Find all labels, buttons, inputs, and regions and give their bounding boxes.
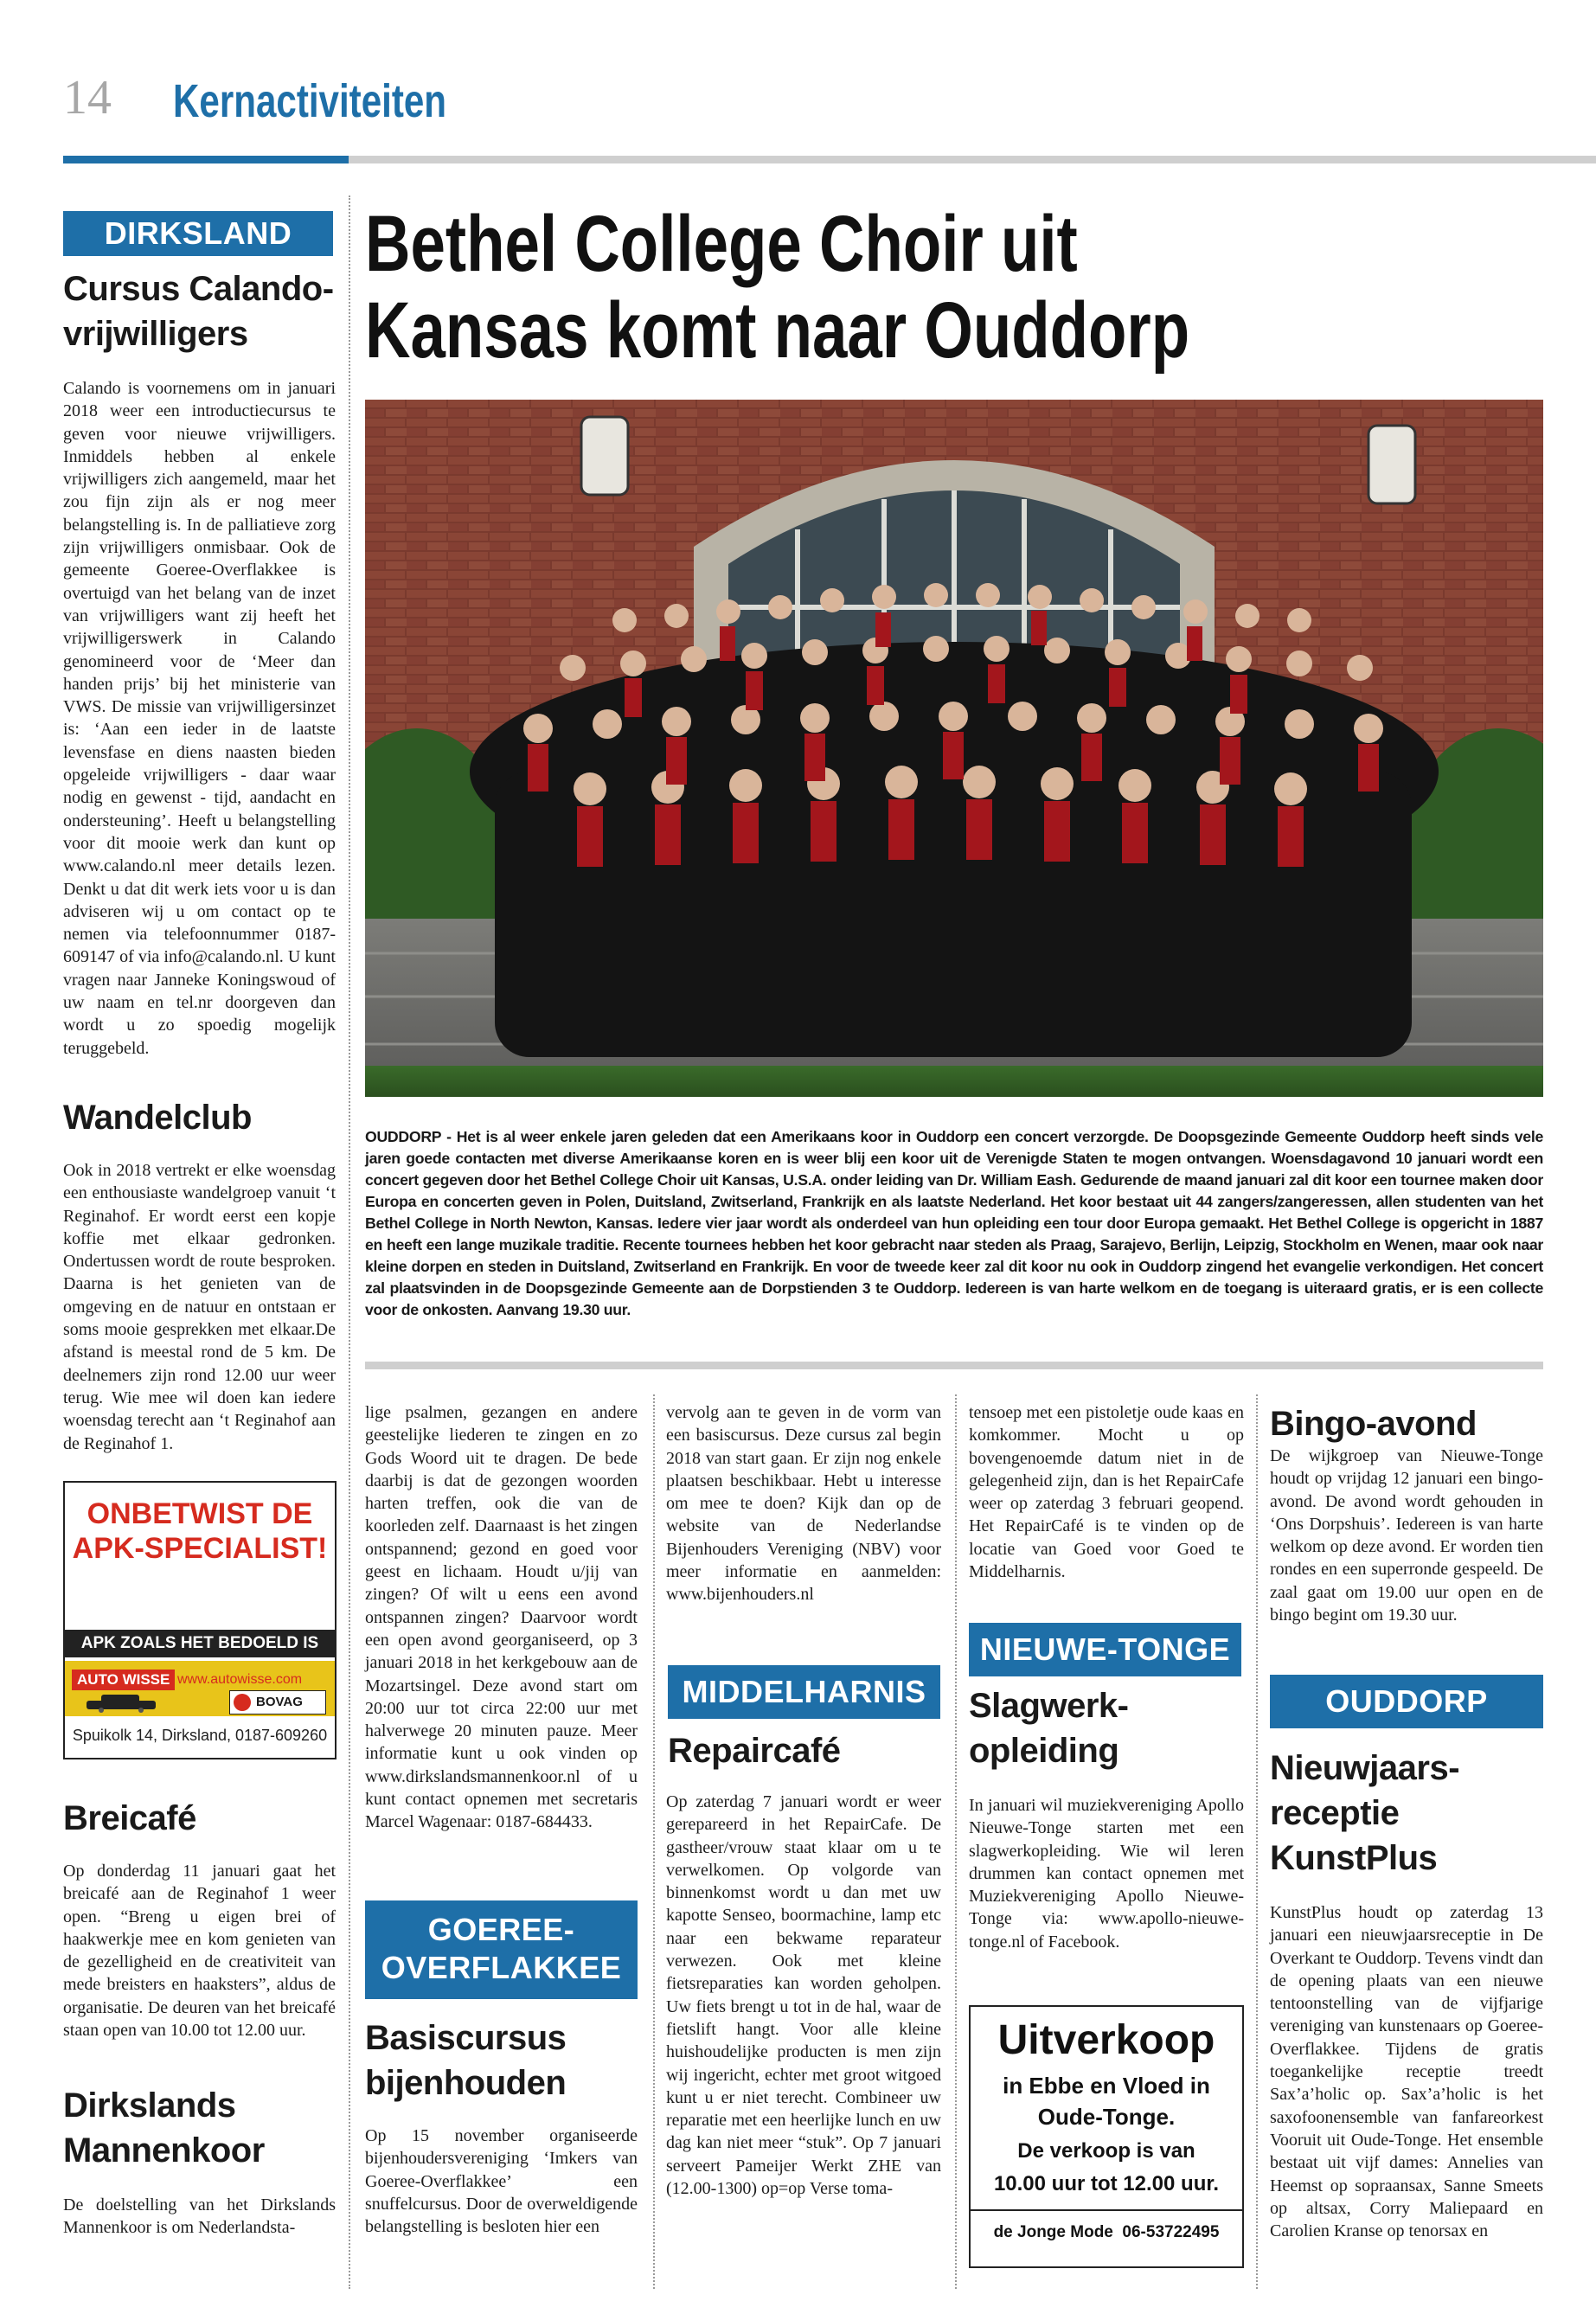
ad-uitverkoop-divider [971,2209,1242,2211]
article-body-bijenhouden: Op 15 november organiseerde bijenhoudersvereniging ‘Imkers van Goeree-Overflakkee’ een snuffelcursus. Door de overweldigende belangstelling is besloten hier een [365,2126,638,2237]
article-body-repaircafe-cont: tensoep met een pistoletje oude kaas en komkommer. Mocht u op bovengenoemde datum niet in de gelegenheid zijn, dan is het RepairCafe weer op zaterdag 3 februari geopend. Het RepairCafé is te vinden op de locatie van Goed voor Goed te Middelharnis. [969,1403,1244,1582]
ad-brand: AUTO WISSE [72,1670,175,1690]
article-title-slagwerk: Slagwerk-opleiding [969,1687,1129,1770]
ad-autowisse [63,1481,337,1759]
column-separator [955,1394,957,2289]
tag-goeree-overflakkee [365,1900,638,1999]
article-body-kunstplus: KunstPlus houdt op zaterdag 13 januari een nieuwjaarsreceptie in De Overkant te Ouddorp. Tevens vindt dan de opening plaats van een nieuwe tentoonstelling van de vijfjarige vereniging van kunstenaars op Goeree-Overflakkee. Tijdens de gratis toegankelijke receptie treedt Sax’a’holic op. Sax’a’holic is het saxofoonensemble van fanfareorkest Vooruit uit Oude-Tonge. Het ensemble bestaat uit vijf dames: Annelies van Heemst op sopraansax, Sanne Smeets op altsax, Corry Maliepaard en Carolien Kranse op tenorsax en [1270,1903,1543,2241]
main-bottom-rule [365,1362,1543,1369]
ad-uitverkoop-headline: Uitverkoop [997,2017,1215,2063]
ad-uitverkoop-line2: Oude-Tonge. [1037,2104,1176,2130]
article-title-bingo: Bingo-avond [1270,1405,1477,1443]
main-headline-line1: Bethel College Choir uit [365,200,1078,288]
ad-uitverkoop-footer: de Jonge Mode 06-53722495 [993,2223,1220,2241]
choir-photo-graphic [365,400,1543,1097]
article-body-repaircafe: Op zaterdag 7 januari wordt er weer gerepareerd in het RepairCafe. De gastheer/vrouw staat klaar om u te verwelkomen. Op volgorde van binnenkomst wordt u dan met uw kapotte Senseo, boormachine, lamp etc naar een bekwame reparateur verwezen. Ook met kleine fietsreparaties kan worden geholpen. Uw fiets brengt u tot in de hal, waar de fietslift hangt. Voor alle kleine huishoudelijke producten is men zijn wij ingericht, echter met groot witgoed kunt u er niet terecht. Combineer uw reparatie met een heerlijke lunch en uw dag kan niet meer “stuk”. Op 7 januari serveert Pameijer Werkt ZHE van (12.00-1300) op=op Verse toma- [666,1792,941,2199]
ad-uitverkoop-line4: 10.00 uur tot 12.00 uur. [993,2172,1220,2195]
article-title-repaircafe: Repaircafé [668,1732,841,1770]
column-separator [653,1394,655,2289]
ad-uitverkoop-line1: in Ebbe en Vloed in [1003,2073,1210,2099]
article-title-wandelclub: Wandelclub [63,1099,252,1137]
tag-middelharnis: MIDDELHARNIS [668,1665,940,1719]
choir-photo [365,400,1543,1097]
column-separator [1256,1394,1258,2289]
ad-uitverkoop-line3: De verkoop is van [1017,2139,1195,2163]
ad-address: Spuikolk 14, Dirksland, 0187-609260 [72,1727,328,1744]
article-title-breicafe: Breicafé [63,1799,196,1837]
ad-car-icon [82,1692,160,1713]
article-body-calando: Calando is voornemens om in januari 2018 weer een introductiecursus te geven voor nieuwe vrijwilligers. Inmiddels hebben al enkele vrijwilligers zich aangemeld, maar het zou fijn zijn als er nog meer belangstelling is. In de palliatieve zorg zijn vrijwilligers onmisbaar. Ook de gemeente Goeree-Overflakkee is overtuigd van het belang van de inzet van vrijwilligers want zij heeft het vrijwilligerswerk in Calando genomineerd voor de ‘Meer dan handen prijs’ bij het ministerie van VWS. De missie van vrijwilligersinzet is: ‘Aan een ieder in de laatste levensfase en diens naasten bieden opgeleide vrijwilligers - daar waar nodig en gewenst - tijd, aandacht en ondersteuning’. Heeft u belangstelling voor dit mooie werk dan kunt op www.calando.nl meer details lezen. Denkt u dat dit werk iets voor u is dan adviseren wij u om contact op te nemen via telefoonnummer 0187-609147 of via info@calando.nl. U kunt vragen naar Janneke Koningswoud of uw naam en tel.nr doorgeven dan wordt u zo spoedig mogelijk teruggebeld. [63,379,336,1058]
column-separator [349,195,350,2289]
tag-ouddorp: OUDDORP [1270,1675,1543,1728]
main-lead-text: OUDDORP - Het is al weer enkele jaren geleden dat een Amerikaans koor in Ouddorp een concert verzorgde. De Doopsgezinde Gemeente Ouddorp heeft sinds vele jaren goede contacten met diverse Amerikaanse koren en is weer blij een koor uit de Verenigde Staten te mogen ontvangen. Woensdagavond 10 januari wordt een concert gegeven door het Bethel College Choir uit Kansas, U.S.A. onder leiding van Dr. William Eash. Gedurende de maand januari zal dit koor een tournee maken door Europa en concerten geven in Polen, Duitsland, Zwitserland, Frankrijk en als laatste Nederland. Het koor bestaat uit 44 zangers/zangeressen, allen studenten van het Bethel College in North Newton, Kansas. Iedere vier jaar wordt als onderdeel van hun opleiding een tour door Europa gemaakt. Het Bethel College is opgericht in 1887 en heeft een lange muzikale traditie. Recente tournees hebben het koor gebracht naar steden als Praag, Sarajevo, Berlijn, Leipzig, Stockholm en Wenen, maar ook naar kleine dorpen en steden in Duitsland, Zwitserland en Frankrijk. En voor de tweede keer zal dit koor nu ook in Ouddorp zingend het evangelie verkondigen. Het concert zal plaatsvinden in de Doopsgezinde Gemeente aan de Dorpstienden 3 te Ouddorp. Iedereen is van harte welkom en de toegang is uiteraard gratis, er is een collecte voor de onkosten. Aanvang 19.30 uur. [365,1128,1543,1318]
main-headline-line2: Kansas komt naar Ouddorp [365,286,1190,375]
tag-nieuwe-tonge: NIEUWE-TONGE [969,1623,1241,1676]
article-body-slagwerk: In januari wil muziekvereniging Apollo Nieuwe-Tonge starten met een slagwerkopleiding. Wie wil leren drummen kan contact opnemen met Muziekvereniging Apollo Nieuwe-Tonge via: www.apollo-nieuwe-tonge.nl of Facebook. [969,1796,1244,1952]
article-body-wandelclub: Ook in 2018 vertrekt er elke woensdag een enthousiaste wandelgroep vanuit ‘t Reginahof. Er wordt eerst een kopje koffie met elkaar gedronken. Ondertussen wordt de route besproken. Daarna is het genieten van de omgeving en de natuur en ontstaan er soms mooie gesprekken met elkaar.De afstand is meestal rond de 5 km. De deelnemers zijn rond 12.00 uur weer terug. Wie mee wil doen kan iedere woensdag terecht aan ‘t Reginahof aan de Reginahof 1. [63,1161,336,1453]
tag-dirksland: DIRKSLAND [63,211,333,256]
article-body-bingo: De wijkgroep van Nieuwe-Tonge houdt op vrijdag 12 januari een bingo-avond. De avond wordt gehouden in ‘Ons Dorpshuis’. Iedereen is van harte welkom op deze avond. Er worden tien rondes en een superronde gespeeld. De zaal gaat om 19.00 uur open en de bingo begint om 19.30 uur. [1270,1446,1543,1625]
article-body-bijenhouden-cont: vervolg aan te geven in de vorm van een basiscursus. Deze cursus zal begin 2018 van start gaan. Er zijn nog enkele plaatsen beschikbaar. Hebt u interesse om mee te doen? Kijk dan op de website van de Nederlandse Bijenhouders Vereniging (NBV) voor meer informatie en aanmelden: www.bijenhouders.nl [666,1403,941,1605]
ad-url: www.autowisse.com [177,1672,303,1687]
article-title-mannenkoor: Dirkslands Mannenkoor [63,2086,265,2170]
tag-goeree-line1: GOEREE- [427,1912,575,1947]
ad-strip: APK ZOALS HET BEDOELD IS [65,1630,335,1657]
header-rule-blue [63,156,349,163]
ad-logo-band [65,1661,335,1716]
page-number: 14 [63,71,112,125]
article-title-kunstplus: Nieuwjaars-receptie KunstPlus [1270,1749,1460,1877]
section-title: Kernactiviteiten [173,75,447,127]
ad-bovag-logo [229,1690,326,1715]
tag-goeree-line2: OVERFLAKKEE [381,1950,622,1985]
ad-uitverkoop [969,2005,1244,2268]
article-title-bijenhouden: Basiscursus bijenhouden [365,2019,567,2102]
ad-headline: ONBETWIST DE APK-SPECIALIST! [72,1497,328,1565]
article-body-breicafe: Op donderdag 11 januari gaat het breicafé aan de Reginahof 1 weer open. “Breng u eigen brei of haakwerkje mee en kom genieten van de gezelligheid en de creativiteit van mede breisters en haaksters”, aldus de organisatie. De deuren van het breicafé staan open van 10.00 tot 12.00 uur. [63,1862,336,2041]
article-title-calando: Cursus Calando-vrijwilligers [63,270,334,353]
article-body-mannenkoor: De doelstelling van het Dirkslands Mannenkoor is om Nederlandsta- [63,2195,336,2238]
ad-partner: BOVAG [256,1695,303,1709]
header-rule-gray [349,156,1596,163]
article-body-mannenkoor-cont: lige psalmen, gezangen en andere geestelijke liederen te zingen en zo Gods Woord uit te dragen. De bede daarbij is dat de gezongen woorden harten treffen, ook die van de koorleden zelf. Daarnaast is het zingen ontspannend; gezond en goed voor geest en lichaam. Houdt u/jij van zingen? Of wilt u eens een avond ontspannen zingen? Daarvoor wordt een open avond georganiseerd, op 3 januari 2018 in het kerkgebouw aan de Mozartsingel. Deze avond start om 20:00 uur tot circa 22:00 uur met halverwege 20 minuten pauze. Meer informatie kunt u ook vinden op www.dirkslandsmannenkoor.nl of u kunt contact opnemen met secretaris Marcel Wagenaar: 0187-684433. [365,1403,638,1832]
bovag-icon [234,1694,251,1711]
